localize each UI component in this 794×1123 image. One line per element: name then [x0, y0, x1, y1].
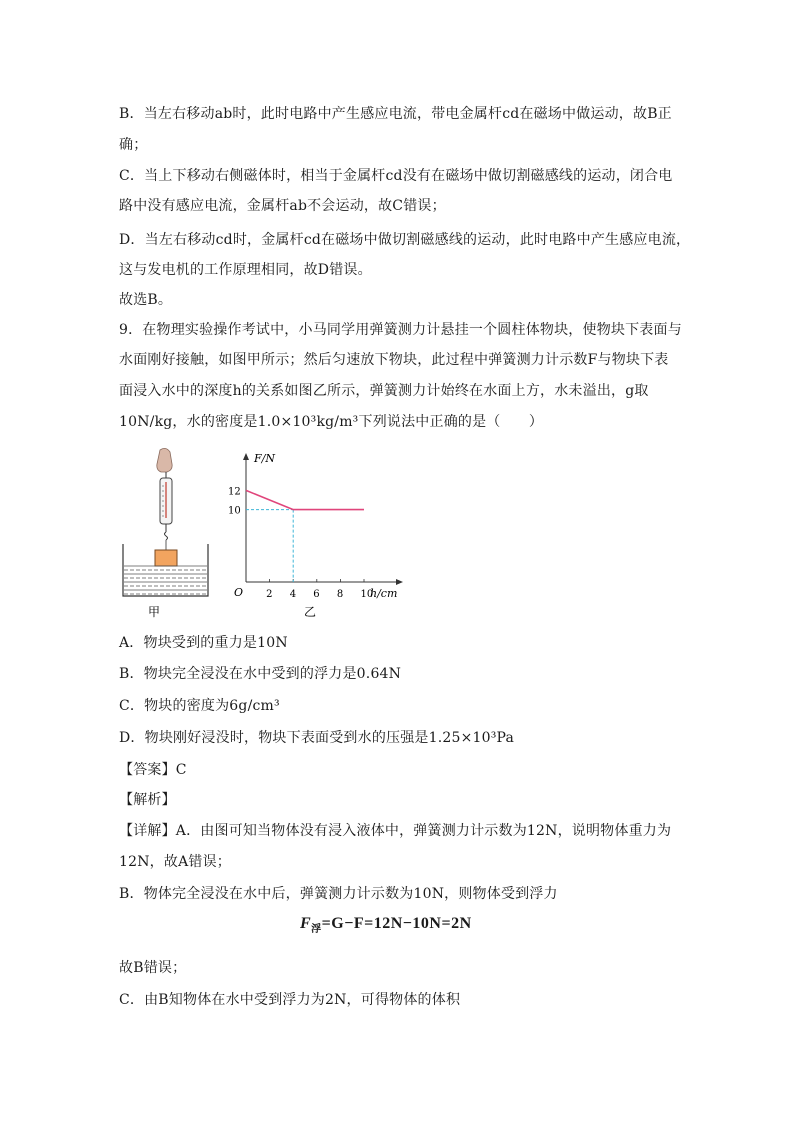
- option-c: C．物块的密度为6g/cm³: [119, 698, 280, 714]
- formula-subscript: 浮: [311, 924, 322, 936]
- solution-line: B．物体完全浸没在水中后，弹簧测力计示数为10N，则物体受到浮力: [119, 886, 558, 902]
- x-axis-arrow: [396, 579, 403, 585]
- text-line: 确；: [119, 137, 148, 153]
- x-tick-label: 2: [266, 589, 273, 600]
- x-tick-label: 4: [289, 589, 297, 600]
- question-stem-line: 9．在物理实验操作考试中，小马同学用弹簧测力计悬挂一个圆柱体物块，使物块下表面与: [119, 322, 682, 338]
- text-line: B．当左右移动ab时，此时电路中产生感应电流，带电金属杆cd在磁场中做运动，故B正: [119, 106, 672, 122]
- x-tick-label: 8: [336, 589, 344, 600]
- figure-label-jia: 甲: [148, 605, 161, 619]
- f-h-graph: [228, 452, 403, 619]
- option-a: A．物块受到的重力是10N: [119, 635, 288, 651]
- buoyancy-formula: [300, 915, 472, 935]
- figure-svg: [118, 446, 418, 622]
- formula-lhs: F: [300, 915, 312, 932]
- answer-line: 【答案】C: [119, 762, 187, 778]
- x-tick-label: 6: [313, 589, 320, 600]
- option-b: B．物块完全浸没在水中受到的浮力是0.64N: [119, 666, 402, 682]
- solution-line: 12N，故A错误；: [119, 854, 231, 870]
- apparatus-figure: [123, 448, 208, 619]
- text-line: D．当左右移动cd时，金属杆cd在磁场中做切割磁感线的运动，此时电路中产生感应电流，: [119, 232, 691, 248]
- series-line-f-h: [246, 490, 364, 509]
- question-stem-line: 面浸入水中的深度h的关系如图乙所示，弹簧测力计始终在水面上方，水未溢出，g取: [119, 383, 649, 399]
- x-tick-label: 10: [360, 589, 374, 600]
- formula-rhs: =G−F=12N−10N=2N: [321, 915, 472, 932]
- y-axis-label: F/N: [254, 452, 275, 465]
- y-axis-arrow: [243, 453, 249, 460]
- option-d: D．物块刚好浸没时，物块下表面受到水的压强是1.25×10³Pa: [119, 730, 515, 746]
- analysis-header: 【解析】: [119, 792, 176, 808]
- y-tick-label: 12: [228, 486, 241, 498]
- x-axis-label: h/cm: [370, 587, 398, 600]
- text-line: C．当上下移动右侧磁体时，相当于金属杆cd没有在磁场中做切割磁感线的运动，闭合电: [119, 168, 673, 184]
- solution-line: 【详解】A．由图可知当物体没有浸入液体中，弹簧测力计示数为12N，说明物体重力为: [119, 823, 672, 839]
- text-line: 这与发电机的工作原理相同，故D错误。: [119, 262, 372, 278]
- origin-label: O: [234, 586, 244, 599]
- question-stem-line: 10N/kg，水的密度是1.0×10³kg/m³下列说法中正确的是（ ）: [119, 414, 544, 430]
- question-stem-line: 水面刚好接触，如图甲所示；然后匀速放下物块，此过程中弹簧测力计示数F与物块下表: [119, 352, 669, 368]
- text-line: 路中没有感应电流，金属杆ab不会运动，故C错误；: [119, 198, 446, 214]
- figure-label-yi: 乙: [304, 605, 317, 619]
- y-tick-label: 10: [228, 505, 241, 517]
- question-figures: [118, 446, 418, 626]
- solution-line: C．由B知物体在水中受到浮力为2N，可得物体的体积: [119, 992, 461, 1008]
- solution-line: 故B错误；: [119, 960, 187, 976]
- text-line: 故选B。: [119, 292, 173, 308]
